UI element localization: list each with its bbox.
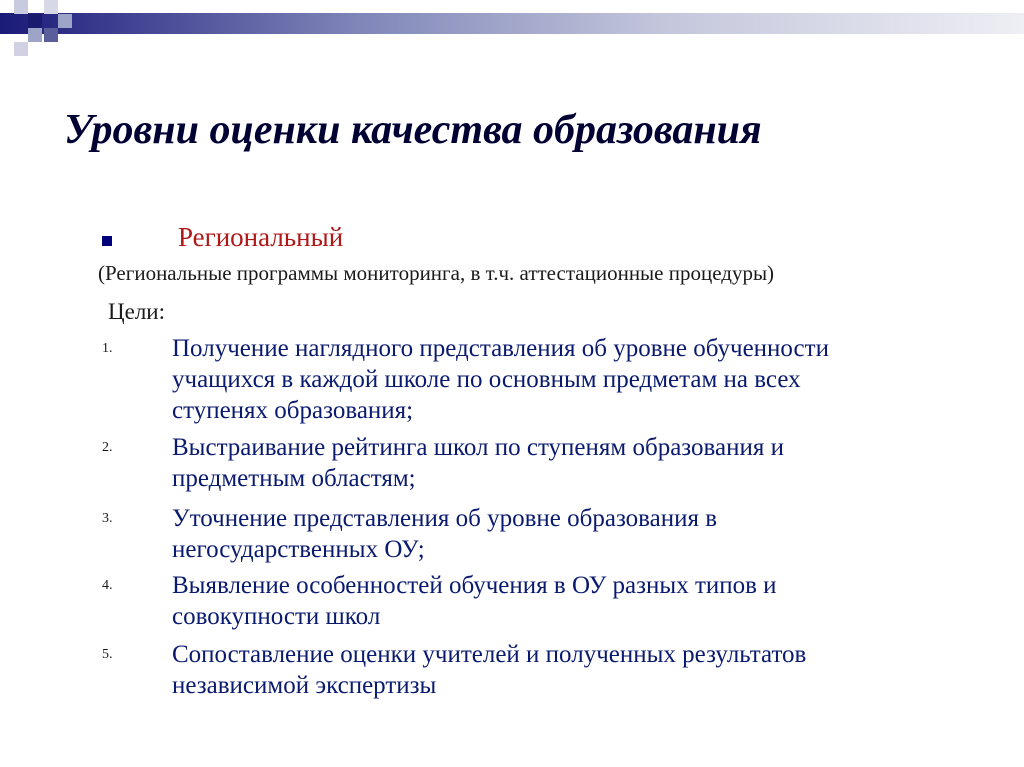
- goal-number: 3.: [102, 511, 113, 526]
- goal-number: 1.: [102, 341, 113, 356]
- decorative-square: [28, 14, 42, 28]
- decorative-square: [44, 0, 58, 14]
- goals-label: Цели:: [108, 299, 165, 324]
- goal-number: 2.: [102, 440, 113, 455]
- decorative-square: [28, 28, 42, 42]
- decorative-square: [14, 42, 28, 56]
- goal-text: Получение наглядного представления об уровне обученности учащихся в каждой школе по основным предметам на всех ступенях образования;: [172, 335, 829, 424]
- goal-number: 4.: [102, 578, 113, 593]
- section-note: (Региональные программы мониторинга, в т.ч. аттестационные процедуры): [98, 261, 775, 285]
- goal-text: Выявление особенностей обучения в ОУ разных типов и совокупности школ: [172, 572, 777, 630]
- square-bullet-icon: [102, 236, 112, 246]
- decorative-square: [14, 0, 28, 14]
- header-decoration-bar: [0, 13, 1024, 34]
- goal-text: Выстраивание рейтинга школ по ступеням образования и предметным областям;: [172, 434, 784, 492]
- goal-text: Уточнение представления об уровне образования в негосударственных ОУ;: [172, 505, 718, 563]
- decorative-square: [44, 28, 58, 42]
- goal-number: 5.: [102, 647, 113, 662]
- slide-title: Уровни оценки качества образования: [64, 107, 762, 153]
- decorative-square: [58, 14, 72, 28]
- section-heading: Региональный: [178, 222, 344, 252]
- goal-text: Сопоставление оценки учителей и полученных результатов независимой экспертизы: [172, 641, 807, 699]
